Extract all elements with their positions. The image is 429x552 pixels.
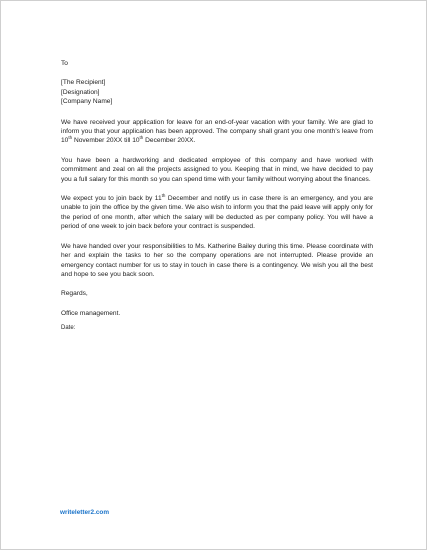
salutation-to: To	[61, 60, 68, 67]
ordinal-suffix: th	[68, 135, 73, 141]
paragraph-approval-text-c: December 20XX.	[143, 137, 196, 145]
letter-body	[61, 59, 373, 334]
paragraph-approval-text-b: November 20XX till 10	[72, 137, 140, 145]
footer-website-link[interactable]: writeletter2.com	[60, 509, 110, 516]
paragraph-approval-text-a: We have received your application for leave for an end-of-year vacation with your family. We are glad to inform you that your application has been approved. The company shall grant you one month’s leave from 10	[61, 118, 373, 145]
paragraph-return-text-a: We expect you to join back by 11	[61, 195, 162, 203]
paragraph-return-text-b: December and notify us in case there is an emergency, and you are unable to join the office by the given time. We also wish to inform you that the paid leave will apply only for the period of one month, after which the salary will be deducted as per company policy. You will have a period of one week to join back before your contract is suspended.	[61, 195, 373, 231]
closing-regards: Regards,	[61, 290, 88, 298]
ordinal-suffix: th	[161, 192, 166, 198]
paragraph-salary: You have been a hardworking and dedicated employee of this company and have worked with commitment and zeal on all the projects assigned to you. Keeping that in mind, we have decided to pay you a full salary for this month so you can spend time with your family without worrying about the finances.	[61, 156, 373, 183]
recipient-company: [Company Name]	[61, 98, 113, 106]
date-label: Date:	[61, 325, 76, 332]
ordinal-suffix: th	[139, 135, 144, 141]
recipient-designation: [Designation]	[61, 88, 100, 96]
signature-line: Office management.	[61, 309, 121, 317]
paragraph-handover: We have handed over your responsibilities to Ms. Katherine Bailey during this time. Please coordinate with her and explain the tasks to her so the company operations are not interrupted. Please provide an emergency contact number for us to stay in touch in case there is a contingency. We wish you all the best and hope to see you back soon.	[61, 242, 373, 278]
paragraph-return	[61, 194, 373, 232]
paragraph-approval	[61, 118, 373, 146]
recipient-name: [The Recipient]	[61, 79, 106, 87]
